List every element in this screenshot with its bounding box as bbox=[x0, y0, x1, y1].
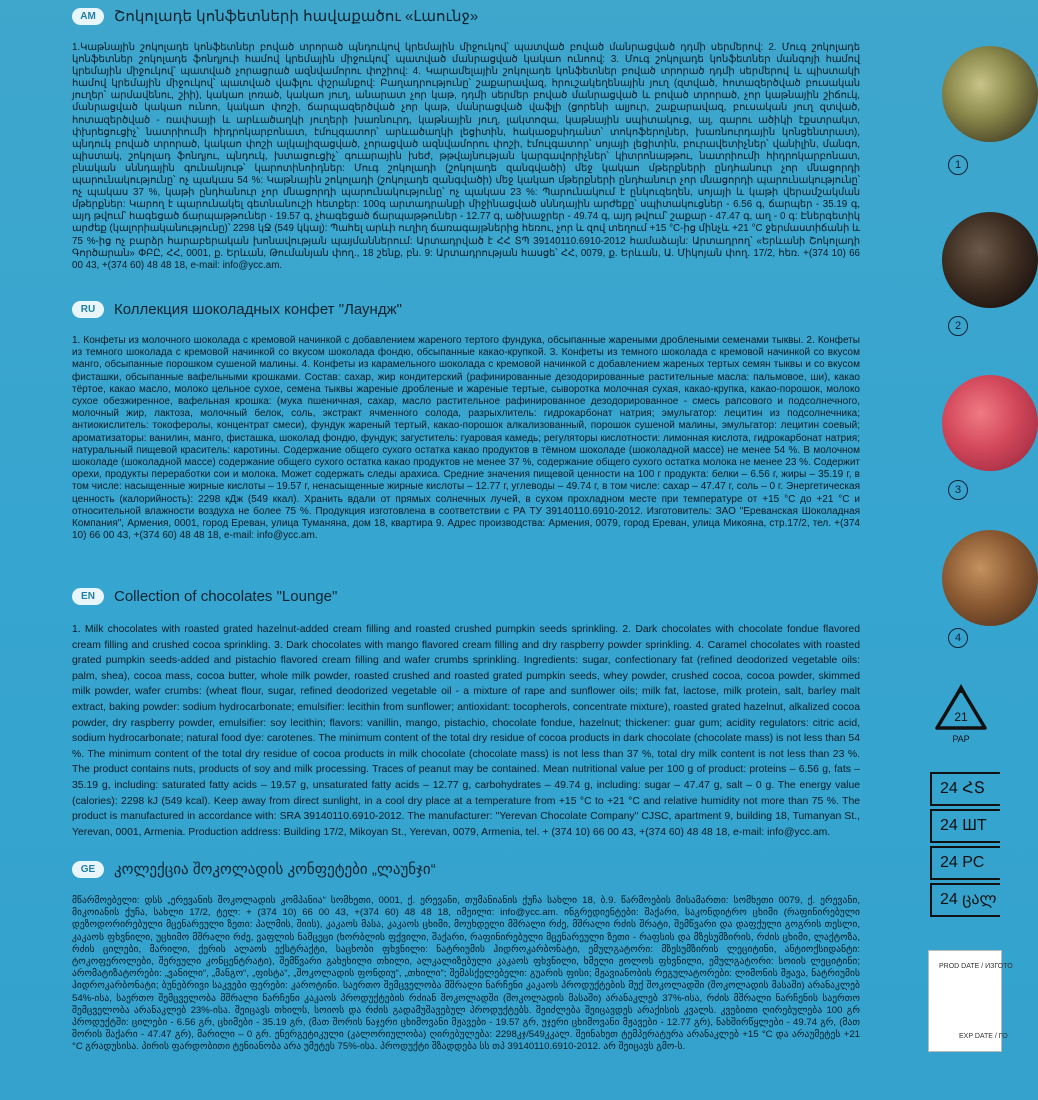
section-header bbox=[72, 584, 860, 608]
candy-raspberry-image bbox=[942, 375, 1038, 471]
section-en bbox=[72, 584, 860, 840]
section-text: 1. Конфеты из молочного шоколада с кремовой начинкой с добавлением жареного тертого фундука, обсыпанные жареными дроблеными семенами тыквы. 2. Конфеты из темного шоколада с кремовой начинкой со вкусом шоколада фондю, обсыпанные какао-крупкой. 3. Конфеты из темного шоколада с кремовой начинкой со вкусом манго, обсыпанные порошком сушеной малины. 4. Конфеты из карамельного шоколада с кремовой начинкой с добавлением жареных тертых семян тыквы и со вкусом фисташки, обсыпанные вафельными крошками. Состав: сахар, жир кондитерский (рафинированные дезодорированные растительные масла: пальмовое, ши), какао тёртое, какао масло, молоко цельное сухое, семена тыквы жареные дробленые и жареные тертые, сыворотка молочная сухая, какао-крупка, какао-порошок, молоко сухое обезжиренное, вафельная крошка: (мука пшеничная, сахар, масло растительное рафинированное дезодорированное - смесь рапсового и подсолнечного, молочный жир, лактоза, молочный белок, соль, экстракт ячменного солода, разрыхлитель: гидрокарбонат натрия; эмульгатор: лецитин из подсолнечника; антиокислитель: токоферолы, концентрат смеси), фундук жареный тертый, какао-порошок алкализованный, порошок сушеной малины, эмульгатор: лецитин соевый; ароматизаторы: ванилин, манго, фисташка, шоколад фондю, фундук; загуститель: гуаровая камедь; регуляторы кислотности: лимонная кислота, гидрокарбонат натрия; натуральный пищевой краситель: каротины. Содержание общего сухого остатка какао продуктов в тёмном шоколаде (шоколадной массе) не менее 54 %. В молочном шоколаде (шоколадной массе) содержание общего сухого остатка какао продуктов не менее 37 %, содержание общего сухого остатка молока не менее 23 %. Содержит орехи, продукты переработки сои и молока. Может содержать следы арахиса. Средние значения пищевой ценности на 100 г продукта: белки – 6.56 г, жиры – 35.19 г, в том числе: насыщенные жирные кислоты – 19.57 г, ненасыщенные жирные кислоты – 12.77 г, углеводы – 49.74 г, в том числе: сахар – 47.47 г, соль – 0 г. Энергетическая ценность (калорийность): 2298 кДж (549 ккал). Хранить вдали от прямых солнечных лучей, в сухом прохладном месте при температуре от +15 °С до +21 °С и относительной влажности воздуха не более 75 %. Продукция изготовлена в соответствии с РА ТУ 39140110.6910-2012. Изготовитель: ЗАО "Ереванская Шоколадная Компания", Армения, 0001, город Ереван, улица Туманяна, дом 18, квартира 9. Адрес производства: Армения, 0079, город Ереван, улица Микояна, стр.17/2, тел. +(374 10) 66 00 43, +(374 60) 48 48 18, e-mail: info@ycc.am. bbox=[72, 335, 861, 542]
prod-date-label: PROD DATE / ИЗГОТО bbox=[939, 963, 1013, 970]
exp-date-label: EXP DATE / ГО bbox=[959, 1033, 1008, 1040]
candy-number-badge: 1 bbox=[948, 155, 968, 175]
section-text: მწარმოებელი: დსს „ერევანის შოკოლადის კომპანია“ სომხეთი, 0001, ქ. ერევანი, თუმანიანის ქუჩა სახლი 18, ბ.9. წარმოების მისამართი: სომხეთი 0079, ქ. ერევანი, მიკოიანის ქუჩა, სახლი 17/2, ტელ: + (374 10) 66 00 43, +(374 60) 48 48 18, იმეილი: info@ycc.am. ინგრედიენტები: შაქარი, საკონდიტრო ცხიმი (რაფინირებული დეზოდორირებული მცენარეული ზეთი: პალმის, შიის), კაკაოს მასა, კაკაოს ცხიმი, მოუხდელი მშრალი რძე, მშრალი რძის შრატი, შემწვარი და დაფქული გოგრის თესლი, კაკაოს ფხვნილი, უცხიმო მშრალი რძე, ვაფლის ნამცეცი (ხორბლის ფქვილი, შაქარი, რაფინირებული მცენარეული ზეთი - რაფსის და მზესუმზირის, რძის ცხიმი, ლაქტოზა, რძის ცილები, მარილი, ქერის ალაოს ექსტრაქტი, საცხობი ფხვნილი: ნატრიუმის ჰიდროკარბონატი, ემულგატორი: მზესუმზირის ლეციტინი, ანტიოქსიდანტი: ტოკოფეროლები, შერეული კონცენტრატი), შემწვარი გახეხილი თხილი, ალკალიზებული კაკაოს ფხვნილი, ხმელი ჟოლოს ფხვნილი, ემულგატორი: სოიის ლეციტინი; არომატიზატორები: „ვანილი“, „მანგო“, „ფისტა“, „შოკოლადის ფონდიუ“, „თხილი“; შემასქელებელი: გუარის ფისი; მჟავიანობის რეგულატორები: ლიმონის მჟავა, ნატრიუმის ჰიდროკარბონატი; ბუნებრივი საკვები ფერები: კაროტინი. საერთო შემცველობა მშრალი ნარჩენი კაკაოს პროდუქტების მუქ შოკოლადში (შოკოლადის მასაში) არანაკლებ 54%-ისა, საერთო შემცველობა მშრალი ნარჩენი კაკაოს პროდუქტების რძიან შოკოლადში (შოკოლადის მასაში) არანაკლებ 37%-ისა, რძის მშრალი ნარჩენის საერთო შემცველობა არანაკლებ 23%-ისა. შეიცავს თხილს, სოიოს და რძის გადამუშავებულ პროდუქტებს. შეიძლება შეიცავდეს არაქისის კვალს. კვებითი ღირებულება 100 გრ პროდუქტში: ცილები - 6.56 გრ, ცხიმები - 35.19 გრ, (მათ შორის ნაჯერი ცხიმოვანი მჟავები - 19.57 გრ, უჯერი ცხიმოვანი მჟავები - 12.77 გრ), ნახშირწყლები - 49.74 გრ, (მათ შორის შაქარი - 47.47 გრ), მარილი – 0 გრ. ენერგეტიკული (კალორიულობა) ღირებულება: 2298კჯ/549კკალ. შეინახეთ ტემპერატურა არანაკლებ +15 °С და არაუმეტეს +21 °С გრადუსისა. პირის ფარდობითი ტენიანობა არა უმეტეს 75%-ისა. პროდუქტი შზადდება სს თპ 39140110.6910-2012. არ შეიცავს გმო-ს. bbox=[72, 895, 860, 1053]
language-badge: EN bbox=[72, 588, 104, 605]
piece-count-ge: 24 ცალ bbox=[930, 883, 1000, 917]
piece-count-ru: 24 ШТ bbox=[930, 809, 1000, 843]
section-text: 1.Կաթնային շոկոլադե կոնֆետներ բոված տրորած պնդուկով կրեմային միջուկով՝ պատված բոված մանրացված դդմի սերմերով: 2. Մուգ շոկոլադե կոնֆետներ շոկոլադե ֆոնդյուի համով կրեմային միջուկով՝ պատված մանրացված կակաո ունոով: 3. Մուգ շոկոլադե կոնֆետներ մանգոյի համով կրեմային միջուկով՝ պատված չորացրած ազնվամորու փոշիով: 4. Կարամելային շոկոլադե կոնֆետներ բոված տրորած դդմի սերմերով և պիստակի համով կրեմային միջուկով՝ պատված վաֆլու փշրանքով: Բաղադրությունը՝ շաքարավազ, հրուշակեղենային յուղ (զտված, հոտազերծված բուսական յուղեր՝ արմավենու, շիի), կակաո լոռած, կակաո յուղ, անարատ չոր կաթ, դդմի սերմեր բոված մանրացված և բոված տրորած, չոր կաթնային շիճուկ, մանրացված կակաո ունոո, կակաո փոշի, ճարպազերծված չոր կաթ, մանրացված վաֆլի (ցորենի ալյուր, շաքարավազ, բուսական յուղ զտված, հոտազերծված - ռափսայի և արևածաղկի յուղերի խառնուրդ, կաթնային յուղ, լակտոզա, կաթնային սպիտակուց, ալ, գարու ածիկի էքստրակտ, փխրեցուցիչ՝ նատրիումի հիդրոկարբոնատ, էմուլգատոր՝ արևածաղկի լեցիտին, հակաօքսիդանտ՝ տոկոֆերոլներ, խառնուրդային կոնցենտրատ), պնդուկ բոված տրորած, կակաո փոշի ալկալիզացված, չորացված ազնվամորու փոշի, էմուլգատոր՝ սոյայի լեցիտին, բուրավետիչներ՝ վանիլին, մանգո, պիստակ, շոկոլադ ֆոնդյու, պնդուկ, խտացուցիչ՝ գուարային խեժ, թթվայնության կարգավորիչներ՝ կիտրոնաթթու, նատրիումի հիդրոկարբոնատ, բնական սննդային գունանյութ՝ կարոտինոիդներ: Մուգ շոկոլադի (շոկոլադե զանգվածի) մեջ կակաո մթերքների ընդհանուր չոր մնացորդի պարունակությունը՝ ոչ պակաս 54 %: Կաթնային շոկոլադի (շոկոլադե զանգվածի) մեջ կակաո մթերքների ընդհանուր չոր մնացորդի պարունակությունը՝ ոչ պակաս 37 %, կաթի ընդհանուր չոր մնացորդի պարունակությունը՝ ոչ պակաս 23 %: Պարունակում է ընկուզեղեն, սոյայի և կաթի վերամշակման մթերքներ: Կարող է պարունակել գետնանուշի հետքեր: 100գ արտադրանքի միջինացված սննդային արժեքը՝ սպիտակուցներ - 6.56 գ, ճարպեր - 35.19 գ, այդ թվում՝ հագեցած ճարպաթթուներ - 19.57 գ, չհագեցած ճարպաթթուներ - 12.77 գ, ածխաջրեր - 49.74 գ, այդ թվում՝ շաքար - 47.47 գ, աղ - 0 գ: Էներգետիկ արժեք (կալորիականությունը)՝ 2298 կՋ (549 կկալ): Պահել արևի ուղիղ ճառագայթներից հեռու, չոր և զով տեղում +15 °C-ից մինչև +21 °C ջերմաստիճանի և 75 %-ից ոչ բարձր հարաբերական խոնավության պայմաններում: Արտադրված է ՀՀ ՏՊ 39140110.6910-2012 համաձայն: Արտադրող՝ «Երևանի Շոկոլադի Գործարան» ՓԲԸ, ՀՀ, 0001, ք. Երևան, Թումանյան փող., 18 շենք, բն. 9: Արտադրության հասցե՝ ՀՀ, 0079, ք. Երևան, Ա. Միկոյան փող. 17/2, հեռ. +(374 10) 66 00 43, +(374 60) 48 48 18, e-mail: info@ycc.am. bbox=[72, 42, 860, 271]
piece-count-box bbox=[930, 772, 1000, 920]
recycle-code: 21 bbox=[954, 710, 968, 724]
section-ru bbox=[72, 297, 860, 542]
section-text: 1. Milk chocolates with roasted grated hazelnut-added cream filling and roasted crushed pumpkin seeds sprinkling. 2. Dark chocolates with chocolate fondue flavored cream filling and crushed cocoa sprinkling. 3. Dark chocolates with mango flavored cream filling and dry raspberry powder sprinkling. 4. Caramel chocolates with roasted grated pumpkin seeds-added and pistachio flavored cream filling and wafer crumbs sprinkling. Ingredients: sugar, confectionary fat (refined deodorized vegetable oils: palm, shea), cocoa mass, cocoa butter, whole milk powder, roasted crushed and roasted grated pumpkin seeds, whey powder, crushed cocoa, cocoa powder, skimmed milk powder, wafer crumbs: (wheat flour, sugar, refined deodorized vegetable oil - a mixture of rape and sunflower oils; milk fat, lactose, milk protein, salt, barley malt extract, baking powder: sodium hydrocarbonate; emulsifier: lecithin from sunflower; antioxidant: tocopherols, concentrate mixture), roasted grated hazelnut, alkalized cocoa powder, dry raspberry powder, emulsifier: soy lecithin; flavors: vanillin, mango, pistachio, chocolate fondue, hazelnut; thickener: guar gum; acidity regulators: citric acid, sodium hydrocarbonate; natural food dye: carotenes. The minimum content of the total dry residue of cocoa products in dark chocolate (chocolate mass) is not less than 54 %. The minimum content of the total dry residue of cocoa products in milk chocolate (chocolate mass) is not less than 37 %, total dry milk content is not less than 23 %. The product contains nuts, products of soy and milk processing. Traces of peanut may be contained. Mean nutritional value per 100 g of product: proteins – 6.56 g, fats – 35.19 g, including: saturated fatty acids – 19.57 g, unsaturated fatty acids – 12.77 g, carbohydrates – 49.74 g, including: sugar – 47.47 g, salt – 0 g. The energy value (calories): 2298 kJ (549 kcal). Keep away from direct sunlight, in a cool dry place at a temperature from +15 °C to +21 °C and relative humidity not more than 75 %. The product is manufactured in accordance with: SRA 39140110.6910-2012. The manufacturer: "Yerevan Chocolate Company" CJSC, apartment 9, building 18, Tumanyan St., Yerevan, 0001, Armenia. Production address: Building 17/2, Mikoyan St., Yerevan, 0079, Armenia, tel. + (374 10) 66 00 43, +(374 60) 48 48 18, e-mail: info@ycc.am. bbox=[72, 624, 860, 838]
candy-number-badge: 2 bbox=[948, 316, 968, 336]
section-title: Коллекция шоколадных конфет "Лаундж" bbox=[114, 300, 402, 318]
section-header bbox=[72, 297, 860, 321]
section-header bbox=[72, 4, 860, 28]
date-label bbox=[928, 950, 1013, 1052]
language-badge: GE bbox=[72, 861, 104, 878]
section-title: კოლექცია შოკოლადის კონფეტები „ლაუნჯი“ bbox=[114, 861, 436, 878]
recycle-icon bbox=[933, 684, 989, 744]
piece-count-en: 24 РС bbox=[930, 846, 1000, 880]
section-ge bbox=[72, 857, 860, 1054]
section-title: Շոկոլադե կոնֆետների հավաքածու «Լաունջ» bbox=[114, 8, 479, 25]
candy-number-badge: 3 bbox=[948, 480, 968, 500]
language-badge: RU bbox=[72, 301, 104, 318]
section-header bbox=[72, 857, 860, 881]
language-badge: AM bbox=[72, 8, 104, 25]
candy-pumpkin-image bbox=[942, 46, 1038, 142]
section-title: Collection of chocolates "Lounge" bbox=[114, 587, 338, 605]
candy-wafer-image bbox=[942, 530, 1038, 626]
piece-count-am: 24 ՀՏ bbox=[930, 772, 1000, 806]
section-am bbox=[72, 4, 860, 272]
recycle-label: PAP bbox=[952, 734, 970, 744]
candy-cocoa-image bbox=[942, 212, 1038, 308]
candy-number-badge: 4 bbox=[948, 628, 968, 648]
